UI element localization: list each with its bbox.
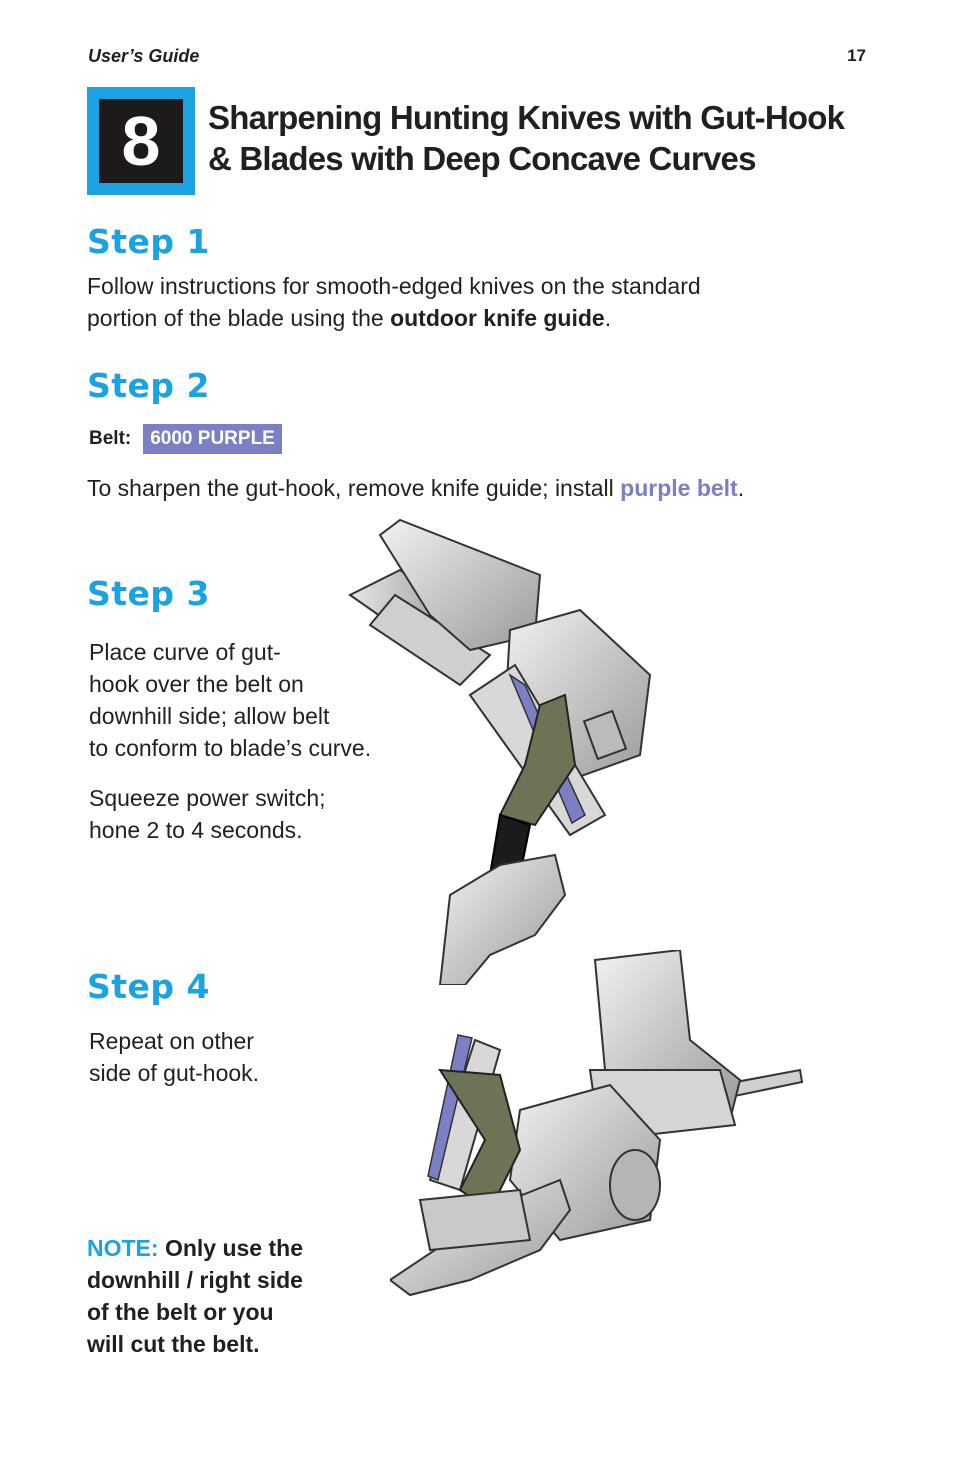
step2-heading: Step 2: [87, 366, 210, 405]
hands-holding-sharpener-icon: [340, 515, 670, 985]
page-number: 17: [847, 46, 866, 65]
section-number-badge: [87, 87, 195, 195]
belt-row: [89, 424, 282, 454]
step3-para1-line: to conform to blade’s curve.: [89, 735, 372, 761]
step3-heading: Step 3: [87, 574, 210, 613]
belt-label: Belt:: [89, 428, 132, 449]
hands-holding-sharpener-icon: [390, 950, 810, 1360]
note-label: NOTE:: [87, 1235, 159, 1261]
step4-para1-line: Repeat on other: [89, 1028, 254, 1054]
step3-para2-line: hone 2 to 4 seconds.: [89, 817, 303, 843]
section-title: [208, 97, 888, 179]
step1-text: [87, 270, 847, 334]
belt-badge: 6000 PURPLE: [143, 424, 282, 454]
section-title-line2: & Blades with Deep Concave Curves: [208, 140, 756, 177]
step4-para1-line: side of gut-hook.: [89, 1060, 260, 1086]
step2-text: [87, 472, 867, 504]
step1-text-line2-pre: portion of the blade using the: [87, 305, 391, 331]
running-head: User’s Guide: [88, 46, 200, 66]
note-line3: of the belt or you: [87, 1299, 274, 1325]
step3-para1-line: downhill side; allow belt: [89, 703, 330, 729]
step3-para2-line: Squeeze power switch;: [89, 785, 326, 811]
note-line2: downhill / right side: [87, 1267, 303, 1293]
note-line1: [87, 1232, 347, 1264]
note-callout: [87, 1232, 347, 1360]
step1-heading: Step 1: [87, 222, 210, 261]
note-line1-text: Only use the: [158, 1235, 303, 1261]
step4-para1: [89, 1025, 389, 1089]
purple-belt-term: purple belt: [620, 475, 738, 501]
step1-text-line1: Follow instructions for smooth-edged knives on the standard: [87, 273, 701, 299]
step2-text-post: .: [737, 475, 745, 501]
note-line4: will cut the belt.: [87, 1331, 260, 1357]
step1-text-line2: [87, 302, 847, 334]
step2-text-pre: To sharpen the gut-hook, remove knife guide; install: [87, 475, 621, 501]
section-number: 8: [99, 99, 183, 183]
outdoor-knife-guide-term: outdoor knife guide: [390, 305, 605, 331]
step1-text-line2-post: .: [604, 305, 612, 331]
step3-para1-line: Place curve of gut-: [89, 639, 281, 665]
step3-para1-line: hook over the belt on: [89, 671, 304, 697]
step4-heading: Step 4: [87, 967, 210, 1006]
section-title-line1: Sharpening Hunting Knives with Gut-Hook: [208, 99, 845, 136]
